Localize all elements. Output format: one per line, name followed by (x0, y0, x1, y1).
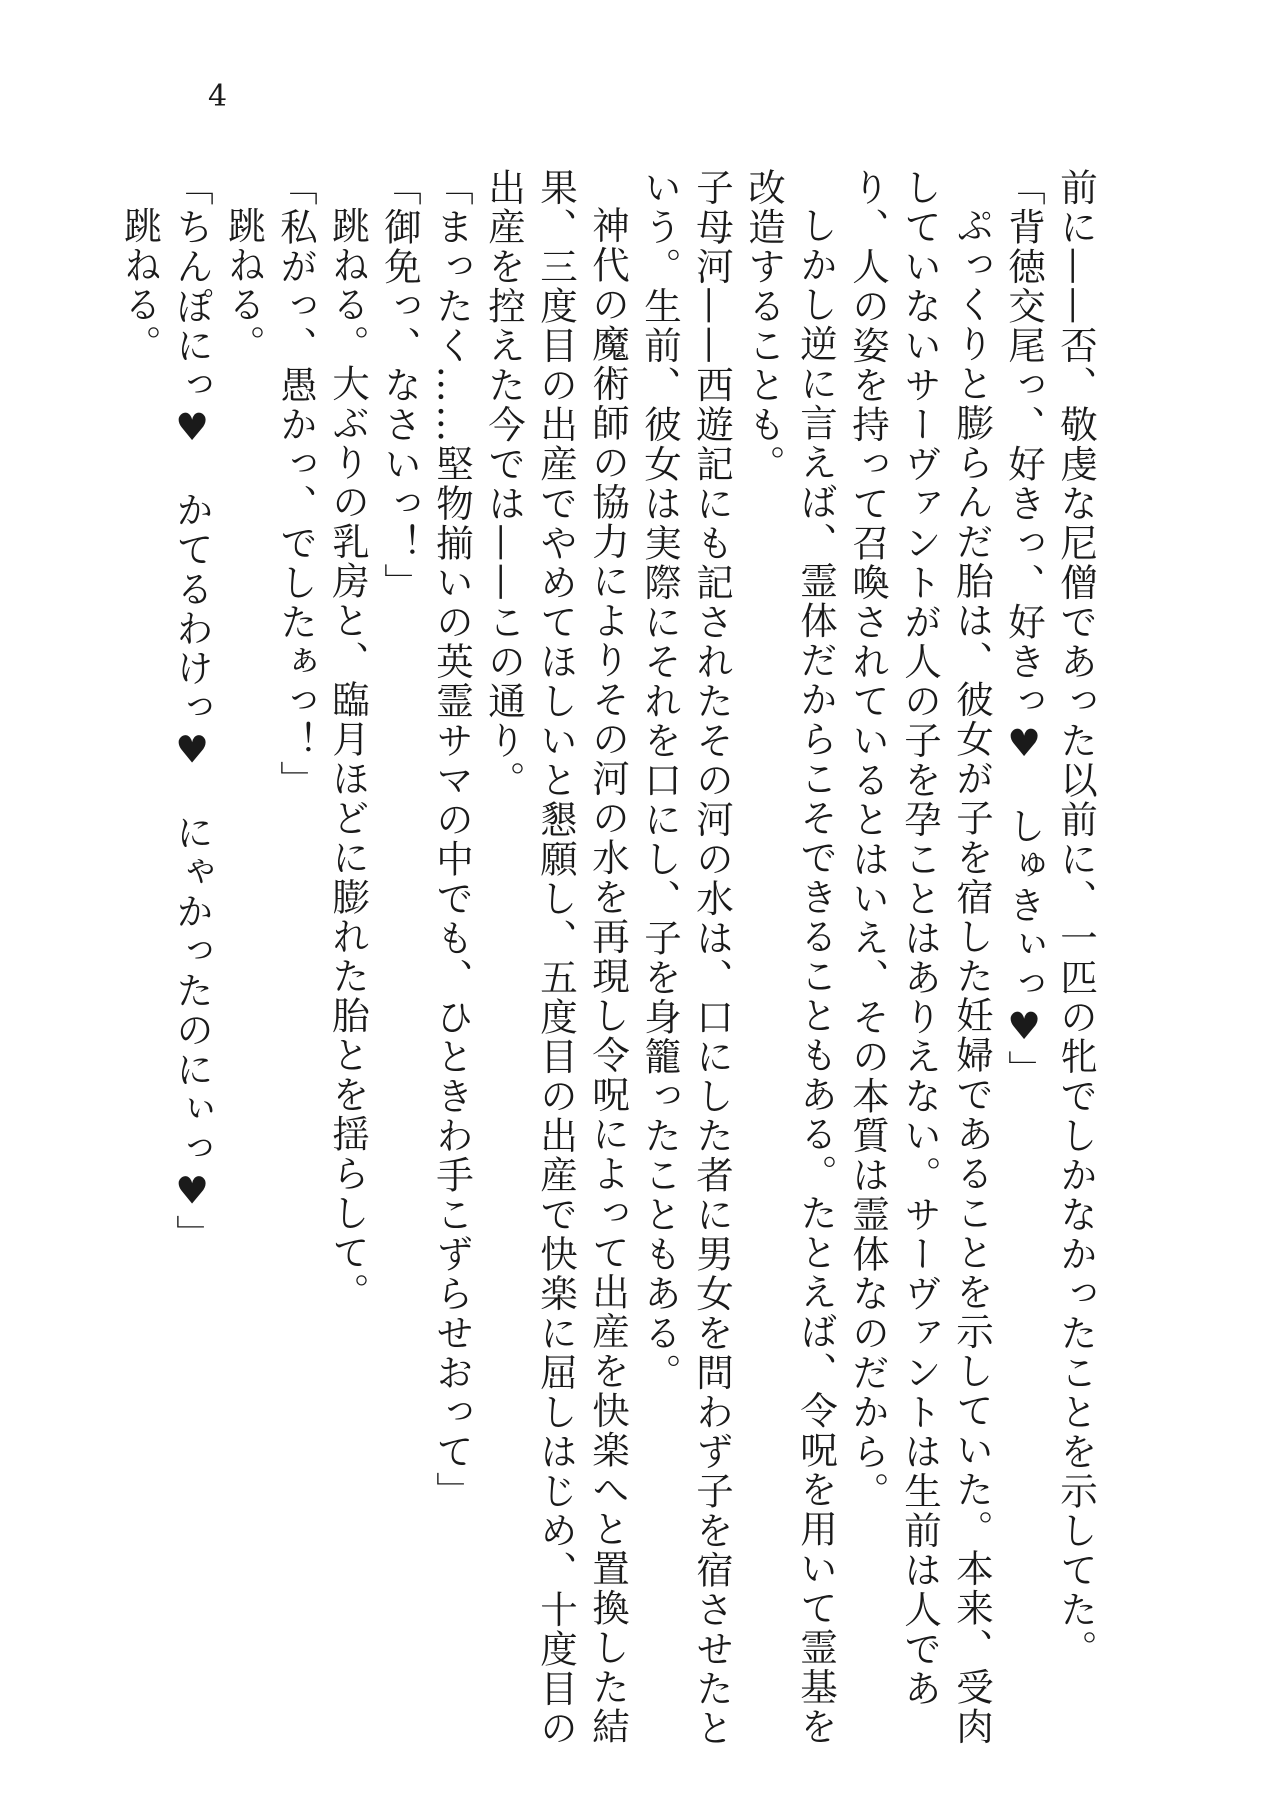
paragraph: 「まったく……堅物揃いの英霊サマの中でも、ひときわ手こずらせおって」 (430, 168, 474, 1511)
paragraph: 跳ねる。 (118, 205, 162, 364)
paragraph: 「御免っ、なさいっ！」 (378, 168, 422, 603)
paragraph: 跳ねる。 (222, 205, 266, 364)
page-number: 4 (208, 79, 228, 114)
body-text (118, 168, 1102, 1758)
paragraph: 「背徳交尾っ、好きっ、好きっ♥ しゅきぃっ♥」 (1002, 168, 1046, 1090)
paragraph: 子母河——西遊記にも記されたその河の水は、口にした者に男女を問わず子を宿させたという。生前、彼女は実際にそれを口にし、子を身籠ったこともある。 (638, 168, 734, 1748)
paragraph: しかし逆に言えば、霊体だからこそできることもある。たとえば、令呪を用いて霊基を改造することも。 (742, 168, 838, 1746)
paragraph: 「私がっ、愚かっ、でしたぁっ！」 (274, 168, 318, 800)
paragraph: 「ちんぽにっ♥ かてるわけっ♥ にゃかったのにぃっ♥」 (170, 168, 214, 1254)
paragraph: ぷっくりと膨らんだ胎は、彼女が子を宿した妊婦であることを示していた。本来、受肉していないサーヴァントが人の子を孕ことはありえない。サーヴァントは生前は人であり、人の姿を持って召喚されているとはいえ、その本質は霊体なのだから。 (846, 168, 994, 1746)
paragraph: 跳ねる。大ぶりの乳房と、臨月ほどに膨れた胎とを揺らして。 (326, 205, 370, 1312)
paragraph: 神代の魔術師の協力によりその河の水を再現し令呪によって出産を快楽へと置換した結果、三度目の出産でやめてほしいと懇願し、五度目の出産で快楽に屈しはじめ、十度目の出産を控えた今では——この通り。 (482, 168, 630, 1748)
paragraph: 前に——否、敬虔な尼僧であった以前に、一匹の牝でしかなかったことを示してた。 (1054, 168, 1098, 1669)
